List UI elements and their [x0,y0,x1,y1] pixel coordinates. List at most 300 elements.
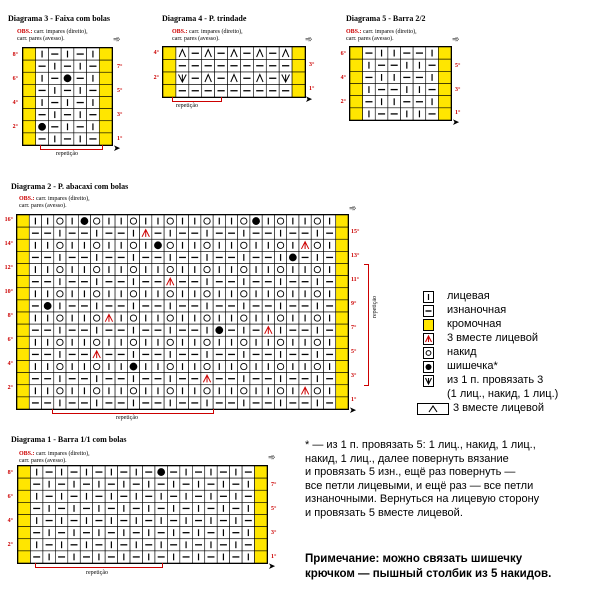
stitch-cell [103,336,115,348]
stitch-cell [225,227,237,239]
row-direction-arrow-icon: ➾ [113,34,121,44]
stitch-cell [176,47,189,60]
stitch-cell [240,85,253,98]
stitch-cell [55,490,67,502]
stitch-cell [66,215,78,227]
stitch-cell [93,515,105,527]
stitch-cell [164,361,176,373]
stitch-cell [127,361,139,373]
stitch-cell [164,397,176,409]
stitch-cell [152,264,164,276]
stitch-cell [388,108,401,120]
diagram-4-grid [162,46,306,98]
stitch-cell [426,96,439,108]
stitch-cell [42,239,54,251]
stitch-cell [202,60,215,73]
stitch-cell [388,47,401,59]
stitch-cell [54,397,66,409]
stitch-cell [279,47,292,60]
stitch-cell [130,466,142,478]
stitch-cell [336,215,348,227]
stitch-cell [42,264,54,276]
stitch-cell [140,385,152,397]
stitch-cell [91,276,103,288]
stitch-cell [299,385,311,397]
stitch-cell [201,336,213,348]
stitch-cell [189,385,201,397]
stitch-cell [91,264,103,276]
stitch-cell [253,85,266,98]
stitch-cell [68,515,80,527]
stitch-cell [17,276,29,288]
stitch-cell [189,215,201,227]
stitch-cell [61,97,74,109]
stitch-cell [438,47,451,59]
stitch-cell [250,300,262,312]
stitch-cell [401,47,414,59]
stitch-cell [250,227,262,239]
stitch-cell [91,324,103,336]
stitch-cell [55,551,67,563]
stitch-cell [311,361,323,373]
stitch-cell [23,60,36,72]
stitch-cell [143,527,155,539]
stitch-cell [336,397,348,409]
increase-3-icon [423,375,434,387]
stitch-cell [143,490,155,502]
stitch-cell [323,336,335,348]
stitch-cell [201,361,213,373]
stitch-cell [36,109,49,121]
stitch-cell [30,502,42,514]
stitch-cell [176,324,188,336]
stitch-cell [91,288,103,300]
stitch-cell [323,361,335,373]
stitch-cell [91,373,103,385]
stitch-cell [287,312,299,324]
stitch-cell [17,336,29,348]
stitch-cell [299,251,311,263]
stitch-cell [66,227,78,239]
stitch-cell [127,336,139,348]
stitch-cell [213,385,225,397]
stitch-cell [176,300,188,312]
diagram-2-grid [16,214,349,410]
stitch-cell [311,288,323,300]
stitch-cell [287,215,299,227]
row-direction-arrow-icon: ➾ [452,34,460,44]
stitch-cell [78,227,90,239]
stitch-cell [29,324,41,336]
stitch-cell [176,361,188,373]
diagram-5-obs: OBS.: carr. impares (direito), carr. pares (avesso). [346,29,417,42]
stitch-cell [17,264,29,276]
diagram-3-obs: OBS.: carr. impares (direito), carr. pares (avesso). [17,29,88,42]
stitch-cell [213,288,225,300]
stitch-cell [255,478,267,490]
stitch-cell [413,96,426,108]
stitch-cell [105,478,117,490]
stitch-cell [213,215,225,227]
stitch-cell [176,336,188,348]
stitch-cell [78,336,90,348]
stitch-cell [336,251,348,263]
stitch-cell [164,276,176,288]
stitch-cell [230,478,242,490]
stitch-cell [17,361,29,373]
stitch-cell [189,312,201,324]
stitch-cell [287,288,299,300]
stitch-cell [140,264,152,276]
stitch-cell [192,551,204,563]
stitch-cell [242,466,254,478]
stitch-cell [68,490,80,502]
diagram-1-obs: OBS.: carr. impares (direito), carr. pares (avesso). [19,451,90,464]
stitch-cell [30,527,42,539]
stitch-cell [205,490,217,502]
stitch-cell [103,251,115,263]
stitch-cell [225,300,237,312]
stitch-cell [189,276,201,288]
stitch-cell [250,361,262,373]
stitch-cell [17,324,29,336]
stitch-cell [115,312,127,324]
stitch-cell [42,251,54,263]
stitch-cell [225,251,237,263]
stitch-cell [36,60,49,72]
stitch-cell [54,373,66,385]
stitch-cell [155,490,167,502]
stitch-cell [78,215,90,227]
stitch-cell [375,84,388,96]
stitch-cell [238,373,250,385]
stitch-cell [201,215,213,227]
stitch-cell [167,502,179,514]
stitch-cell [323,288,335,300]
stitch-cell [130,527,142,539]
stitch-cell [363,108,376,120]
stitch-cell [140,336,152,348]
stitch-cell [217,466,229,478]
stitch-cell [163,60,176,73]
stitch-cell [336,312,348,324]
stitch-cell [201,385,213,397]
stitch-cell [350,71,363,83]
stitch-cell [336,385,348,397]
stitch-cell [48,60,61,72]
stitch-cell [213,227,225,239]
stitch-cell [36,121,49,133]
stitch-cell [105,490,117,502]
stitch-cell [55,502,67,514]
stitch-cell [80,502,92,514]
stitch-cell [274,373,286,385]
stitch-cell [287,324,299,336]
stitch-cell [176,276,188,288]
stitch-cell [99,84,112,96]
stitch-cell [287,373,299,385]
stitch-cell [189,227,201,239]
stitch-cell [54,361,66,373]
yarn-over-icon [423,347,434,359]
stitch-cell [78,251,90,263]
stitch-cell [167,490,179,502]
stitch-cell [130,539,142,551]
stitch-cell [189,336,201,348]
stitch-cell [192,539,204,551]
stitch-cell [230,502,242,514]
stitch-cell [217,527,229,539]
stitch-cell [30,466,42,478]
stitch-cell [225,397,237,409]
diagram-4-title: Diagrama 4 - P. trindade [162,14,247,23]
stitch-cell [213,276,225,288]
stitch-cell [413,108,426,120]
stitch-cell [118,515,130,527]
stitch-cell [350,96,363,108]
stitch-cell [42,336,54,348]
stitch-cell [189,373,201,385]
stitch-cell [363,47,376,59]
stitch-cell [413,71,426,83]
stitch-cell [323,300,335,312]
stitch-cell [167,478,179,490]
stitch-cell [155,515,167,527]
stitch-cell [164,300,176,312]
stitch-cell [155,551,167,563]
stitch-cell [23,109,36,121]
stitch-cell [205,527,217,539]
stitch-cell [350,84,363,96]
stitch-cell [55,527,67,539]
stitch-cell [205,466,217,478]
stitch-cell [215,85,228,98]
stitch-cell [130,490,142,502]
stitch-cell [115,264,127,276]
stitch-cell [99,109,112,121]
stitch-cell [375,59,388,71]
stitch-cell [163,47,176,60]
stitch-cell [299,300,311,312]
stitch-cell [180,515,192,527]
stitch-cell [54,288,66,300]
stitch-cell [238,361,250,373]
stitch-cell [127,397,139,409]
stitch-cell [438,108,451,120]
stitch-cell [238,300,250,312]
stitch-cell [29,251,41,263]
stitch-cell [176,251,188,263]
stitch-cell [118,539,130,551]
stitch-cell [140,373,152,385]
diagram-2-obs: OBS.: carr. impares (direito), carr. pares (avesso). [19,196,90,209]
diagram-2-vertical-repeat-bracket [364,264,369,386]
stitch-cell [103,361,115,373]
stitch-cell [180,490,192,502]
stitch-cell [192,478,204,490]
stitch-cell [336,348,348,360]
stitch-cell [127,385,139,397]
stitch-cell [299,373,311,385]
stitch-cell [17,397,29,409]
stitch-cell [91,397,103,409]
stitch-cell [78,300,90,312]
stitch-cell [29,361,41,373]
stitch-cell [201,239,213,251]
stitch-cell [55,539,67,551]
stitch-cell [292,60,305,73]
stitch-cell [23,48,36,60]
stitch-cell [164,373,176,385]
stitch-cell [274,227,286,239]
diagram-5-title: Diagrama 5 - Barra 2/2 [346,14,426,23]
stitch-cell [74,84,87,96]
stitch-cell [74,72,87,84]
bobble-footnote: * — из 1 п. провязать 5: 1 лиц., накид, 1 лиц., накид, 1 лиц., далее повернуть вязание и провязать 5 изн., ещё раз повернуть — все петли лицевыми, и ещё раз — все петли изнаночными. Вернуться на лицевую сторону и провязать 5 вместе лицевой. [305,439,540,519]
stitch-cell [152,288,164,300]
stitch-cell [274,300,286,312]
stitch-cell [274,336,286,348]
stitch-cell [54,239,66,251]
stitch-cell [311,239,323,251]
stitch-cell [350,47,363,59]
stitch-cell [287,239,299,251]
stitch-cell [164,239,176,251]
stitch-cell [42,300,54,312]
stitch-cell [164,215,176,227]
stitch-cell [250,215,262,227]
stitch-cell [127,288,139,300]
stitch-cell [323,215,335,227]
stitch-cell [152,373,164,385]
stitch-cell [93,466,105,478]
stitch-cell [230,551,242,563]
stitch-cell [311,312,323,324]
stitch-cell [228,60,241,73]
stitch-cell [250,276,262,288]
stitch-cell [48,121,61,133]
stitch-cell [388,59,401,71]
stitch-cell [30,515,42,527]
stitch-cell [250,324,262,336]
stitch-cell [42,385,54,397]
stitch-cell [274,264,286,276]
stitch-cell [299,276,311,288]
stitch-cell [68,478,80,490]
stitch-cell [438,84,451,96]
stitch-cell [91,385,103,397]
stitch-cell [118,527,130,539]
stitch-cell [299,264,311,276]
stitch-cell [127,348,139,360]
stitch-cell [66,397,78,409]
stitch-cell [29,397,41,409]
stitch-cell [91,336,103,348]
stitch-cell [299,324,311,336]
stitch-cell [242,539,254,551]
stitch-cell [66,300,78,312]
stitch-cell [215,72,228,85]
start-arrow-icon: ➤ [305,94,313,104]
stitch-cell [213,324,225,336]
diagram-1-repeat-bracket [35,563,163,568]
stitch-cell [42,361,54,373]
stitch-cell [250,288,262,300]
stitch-cell [68,466,80,478]
stitch-cell [336,324,348,336]
stitch-cell [426,71,439,83]
stitch-cell [192,502,204,514]
stitch-cell [68,551,80,563]
stitch-cell [299,288,311,300]
stitch-cell [93,527,105,539]
stitch-cell [99,60,112,72]
diagram-4-obs: OBS.: carr. impares (direito), carr. pares (avesso). [172,29,243,42]
stitch-cell [54,227,66,239]
stitch-cell [201,324,213,336]
stitch-cell [279,60,292,73]
stitch-cell [230,466,242,478]
stitch-cell [176,373,188,385]
stitch-cell [242,478,254,490]
stitch-cell [36,84,49,96]
stitch-cell [217,551,229,563]
stitch-cell [323,348,335,360]
stitch-cell [201,397,213,409]
stitch-cell [363,96,376,108]
stitch-cell [130,478,142,490]
stitch-cell [255,539,267,551]
stitch-cell [55,466,67,478]
stitch-cell [426,108,439,120]
stitch-cell [250,348,262,360]
stitch-cell [164,264,176,276]
stitch-cell [180,466,192,478]
stitch-cell [401,71,414,83]
stitch-cell [42,276,54,288]
stitch-cell [180,527,192,539]
stitch-cell [287,385,299,397]
stitch-cell [250,239,262,251]
stitch-cell [61,121,74,133]
stitch-cell [87,97,100,109]
stitch-cell [217,539,229,551]
stitch-cell [375,47,388,59]
stitch-cell [78,361,90,373]
stitch-cell [323,312,335,324]
diagram-2-repeat-label: repetição [116,415,138,421]
diagram-2-repeat-bracket [52,409,214,414]
stitch-cell [80,478,92,490]
stitch-cell [18,551,30,563]
diagram-3-grid [22,47,113,146]
stitch-cell [189,397,201,409]
stitch-cell [215,47,228,60]
stitch-cell [68,527,80,539]
stitch-cell [23,84,36,96]
start-arrow-icon: ➤ [349,405,357,415]
stitch-cell [255,551,267,563]
stitch-cell [103,239,115,251]
stitch-cell [375,96,388,108]
stitch-cell [438,59,451,71]
stitch-cell [66,348,78,360]
stitch-cell [213,251,225,263]
stitch-cell [311,336,323,348]
stitch-cell [213,348,225,360]
start-arrow-icon: ➤ [452,117,460,127]
stitch-cell [238,227,250,239]
